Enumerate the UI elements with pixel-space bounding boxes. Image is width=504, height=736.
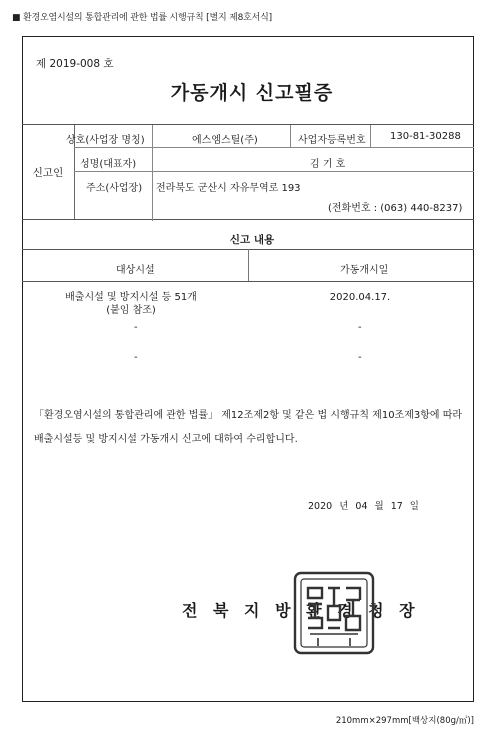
column-divider: [152, 125, 153, 221]
seal-outer-border: [295, 573, 373, 653]
seal-glyph: [310, 634, 358, 646]
seal-glyph: [308, 588, 322, 628]
empty-row-dash: -: [134, 322, 138, 333]
empty-row-dash: -: [358, 352, 362, 363]
seal-glyph: [328, 588, 340, 628]
representative-value: 김 기 호: [310, 159, 346, 170]
seal-glyph: [346, 588, 360, 630]
table-header-line: [22, 281, 474, 282]
registration-number-label: 사업자등록번호: [298, 135, 366, 146]
facility-column-header: 대상시설: [116, 265, 155, 276]
form-header-note: ■ 환경오염시설의 통합관리에 관한 법률 시행규칙 [별지 제8호서식]: [12, 13, 272, 23]
start-date-cell: 2020.04.17.: [329, 292, 391, 303]
empty-row-dash: -: [134, 352, 138, 363]
trade-name-value: 에스엠스틸(주): [192, 135, 258, 146]
trade-name-label: 상호(사업장 명칭): [66, 135, 145, 146]
issue-date: 2020 년 04 월 17 일: [308, 501, 419, 512]
row-divider: [74, 171, 474, 172]
representative-label: 성명(대표자): [80, 159, 137, 170]
registration-number-value: 130-81-30288: [390, 131, 461, 142]
address-value: 전라북도 군산시 자유무역로 193: [156, 183, 301, 194]
empty-row-dash: -: [358, 322, 362, 333]
column-divider: [370, 125, 371, 147]
start-date-column-header: 가동개시일: [340, 265, 389, 276]
row-divider: [74, 147, 474, 148]
issuing-authority: 전 북 지 방 환 경 청 장: [182, 601, 420, 620]
report-section-title: 신고 내용: [229, 234, 275, 246]
facility-cell: 배출시설 및 방지시설 등 51개: [65, 292, 197, 303]
facility-note: (붙임 참조): [106, 305, 156, 316]
official-seal-stamp: [292, 570, 376, 656]
table-column-divider: [248, 249, 249, 281]
applicant-section: [22, 124, 474, 220]
column-divider: [290, 125, 291, 147]
address-label: 주소(사업장): [86, 183, 143, 194]
applicant-section-label: 신고인: [32, 167, 64, 179]
document-title: 가동개시 신고필증: [170, 82, 334, 104]
phone-number: (전화번호 : (063) 440-8237): [328, 203, 463, 214]
paper-spec-footer: 210mm×297mm[백상지(80g/㎡)]: [335, 716, 474, 726]
acceptance-statement: 「환경오염시설의 통합관리에 관한 법률」 제12조제2항 및 같은 법 시행규칙 제10조제3항에 따라 배출시설등 및 방지시설 가동개시 신고에 대하여 수리합니다.: [34, 410, 463, 445]
document-number: 제 2019-008 호: [36, 58, 114, 70]
